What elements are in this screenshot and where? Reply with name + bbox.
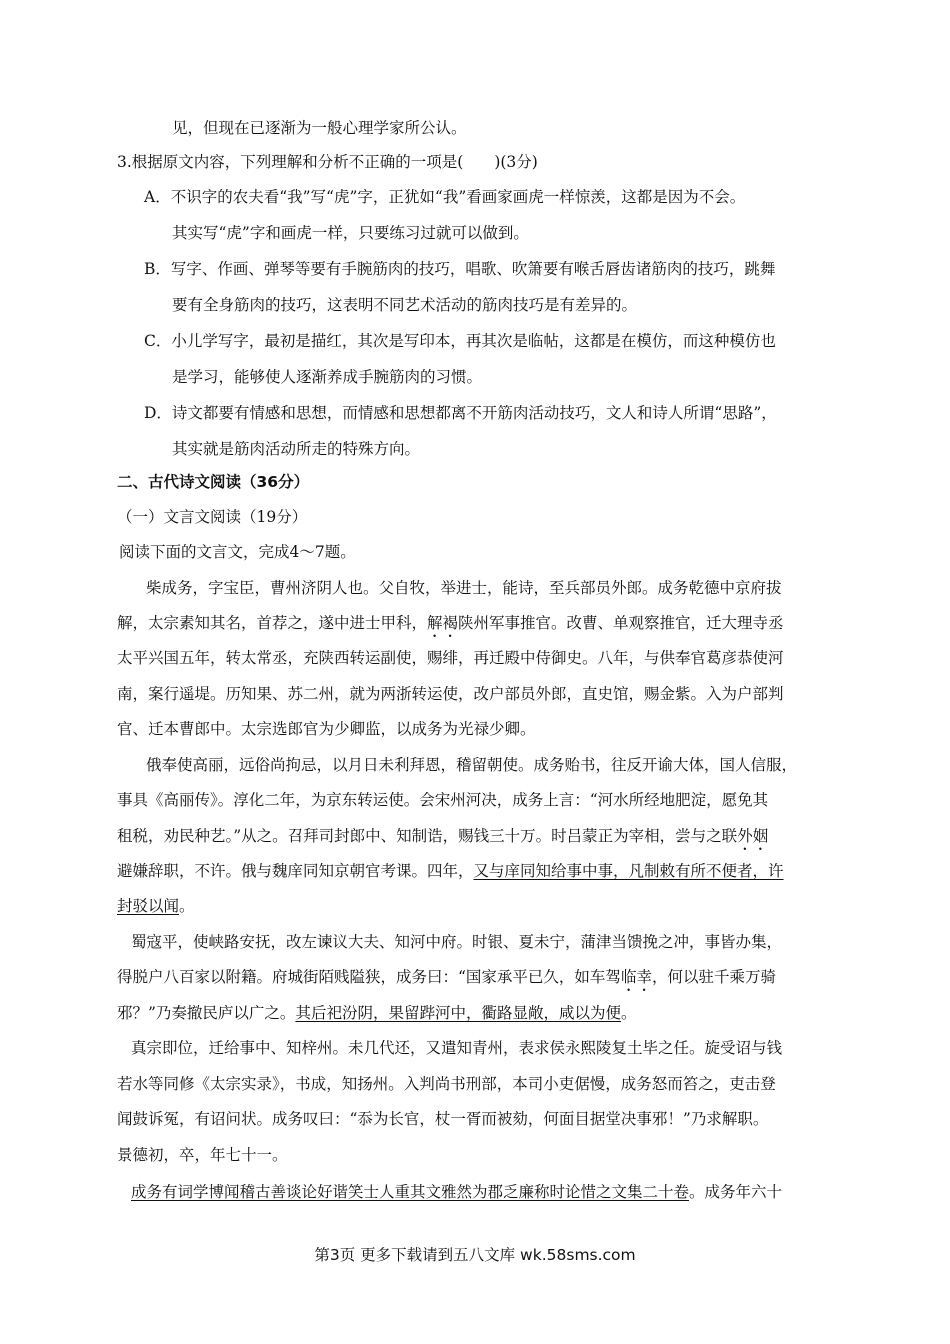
passage-p4-line-1: 真宗即位，迁给事中、知梓州。未几代还，又遣知青州，表求侯永熙陵复土毕之任。旋受诏与钱 [131, 1039, 783, 1057]
passage-p3-line-3: 邪？”乃奏撤民庐以广之。其后祀汾阴，果留跸河中，衢路显敞，咸以为便。 [117, 1004, 637, 1022]
option-b-line-2: 要有全身筋肉的技巧，这表明不同艺术活动的筋肉技巧是有差异的。 [172, 296, 638, 314]
passage-p1-line-5: 官、迁本曹郎中。太宗选郎官为少卿监，以成务为光禄少卿。 [117, 720, 536, 738]
underlined-sentence-1a: 又与庠同知给事中事，凡制敕有所不便者，许 [473, 862, 784, 880]
passage-p4-line-3: 闻鼓诉冤，有诏问状。成务叹曰：“忝为长官，杖一胥而被劾，何面目据堂决事邪！”乃求解职。 [117, 1110, 769, 1128]
passage-p2-line-4: 避嫌辞职，不许。俄与魏庠同知京朝官考课。四年，又与庠同知给事中事，凡制敕有所不便者，许 [117, 862, 784, 880]
reading-instruction: 阅读下面的文言文，完成4～7题。 [119, 543, 356, 561]
question-3-stem: 3.根据原文内容，下列理解和分析不正确的一项是( )(3分) [117, 153, 538, 171]
page-footer: 第3页 更多下载请到五八文库 wk.58sms.com [314, 1246, 636, 1264]
passage-p1-line-3: 太平兴国五年，转太常丞，充陕西转运副使，赐绯，再迁殿中侍御史。八年，与供奉官葛彦恭使河 [117, 649, 784, 667]
option-a-line-1: A．不识字的农夫看“我”写“虎”字，正犹如“我”看画家画虎一样惊羡，这都是因为不会。 [144, 188, 746, 206]
underlined-sentence-3: 成务有词学博闻稽古善谈论好谐笑士人重其文雅然为郡乏廉称时论惜之文集二十卷 [131, 1183, 690, 1201]
dotted-term-jiehe: 解褐 [427, 614, 459, 632]
option-a-line-2: 其实写“虎”字和画虎一样，只要练习过就可以做到。 [172, 224, 529, 242]
passage-p4-line-2: 若水等同修《太宗实录》，书成，知扬州。入判尚书刑部，本司小吏倨慢，成务怒而笞之，吏击登 [117, 1075, 776, 1093]
passage-p1-line-1: 柴成务，字宝臣，曹州济阴人也。父自牧，举进士，能诗，至兵部员外郎。成务乾德中京府拔 [146, 579, 782, 597]
underlined-sentence-1b: 封驳以闻 [117, 897, 180, 915]
passage-p2-line-2: 事具《高丽传》。淳化二年，为京东转运使。会宋州河决，成务上言：“河水所经地肥淀，愿免其 [117, 791, 769, 809]
passage-p2-line-3: 租税，劝民种艺。”从之。召拜司封郎中、知制诰，赐钱三十万。时吕蒙正为宰相，尝与之联外姻 [117, 827, 769, 845]
passage-p3-line-1: 蜀寇平，使峡路安抚，改左谏议大夫、知河中府。时银、夏未宁，蒲津当馈挽之冲，事皆办集， [131, 933, 783, 951]
option-b-line-1: B．写字、作画、弹琴等要有手腕筋肉的技巧，唱歌、吹箫要有喉舌唇齿诸筋肉的技巧，跳舞 [144, 260, 776, 278]
dotted-term-waiyin: 外姻 [737, 827, 769, 845]
section-2-subtitle: （一）文言文阅读（19分） [117, 508, 308, 526]
passage-p1-line-4: 南，案行遥堤。历知果、苏二州，就为两浙转运使，改户部员外郎，直史馆，赐金紫。入为户部判 [117, 685, 784, 703]
option-d-line-1: D．诗文都要有情感和思想，而情感和思想都离不开筋肉活动技巧，文人和诗人所谓“思路”， [144, 404, 777, 422]
passage-p3-line-2: 得脱户八百家以附籍。府城街陌贱隘狭，成务曰：“国家承平已久，如车驾临幸，何以驻千乘万骑 [117, 968, 776, 986]
passage-p1-line-2: 解，太宗素知其名，首荐之，遂中进士甲科，解褐陕州军事推官。改曹、单观察推官，迁大理寺丞 [117, 614, 784, 632]
section-2-title: 二、古代诗文阅读（36分） [117, 473, 310, 491]
passage-p2-line-1: 俄奉使高丽，远俗尚拘忌，以月日未利拜恩，稽留朝使。成务贻书，往反开谕大体，国人信服， [146, 756, 798, 774]
passage-p4-line-4: 景德初，卒，年七十一。 [117, 1146, 288, 1164]
option-c-line-1: C．小儿学写字，最初是描红，其次是写印本，再其次是临帖，这都是在模仿，而这种模仿也 [144, 332, 776, 350]
passage-p5-line-1: 成务有词学博闻稽古善谈论好谐笑士人重其文雅然为郡乏廉称时论惜之文集二十卷。成务年六十 [131, 1183, 783, 1201]
option-d-line-2: 其实就是筋肉活动所走的特殊方向。 [172, 440, 421, 458]
q2-tail-line: 见，但现在已逐渐为一般心理学家所公认。 [172, 119, 467, 137]
option-c-line-2: 是学习，能够使人逐渐养成手腕筋肉的习惯。 [172, 368, 483, 386]
dotted-term-linxing: 临幸 [620, 968, 652, 986]
underlined-sentence-2: 其后祀汾阴，果留跸河中，衢路显敞，咸以为便 [295, 1004, 621, 1022]
passage-p2-line-5: 封驳以闻。 [117, 897, 195, 915]
